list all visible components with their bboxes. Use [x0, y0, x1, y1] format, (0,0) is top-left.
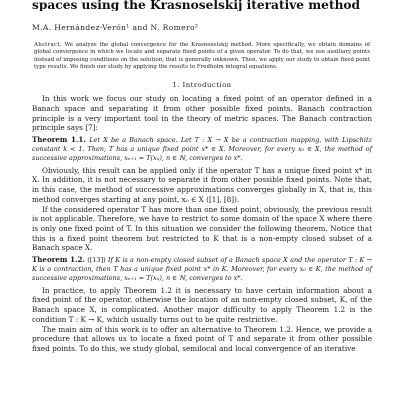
abstract-label: Abstract.: [34, 42, 62, 48]
theorem-1-1-text: Let X be a Banach space. Let T : X → X be a contraction mapping, with Lipschitz constant k < 1. Then, T has a unique fixed point x* ∈ X. Moreover, for every x₀ ∈ X, the method of successive approximations, xₙ₊₁ = T(xₙ), n ∈ ℕ, converges to x*.: [32, 136, 372, 162]
theorem-1-2-citation: ([13]): [87, 256, 108, 265]
paragraph-2: Obviously, this result can be applied only if the operator T has a unique fixed point x* in X. In addition, it is not necessary to separate it from other possible fixed points. Note that, in this case, the method of successive approximations converges globally in X, that is, this method converges starting at any point, x₀ ∈ X ([1], [8]).: [32, 165, 372, 204]
paper-authors: M.A. Hernández-Verón¹ and N. Romero²: [32, 23, 199, 32]
paragraph-5: The main aim of this work is to offer an alternative to Theorem 1.2. Hence, we provide a procedure that allows us to locate a fixed point of T and separate it from other possible fixed points. To do this, we study global, semilocal and local convergence of an iterative: [32, 324, 372, 353]
paragraph-1: In this work we focus our study on locating a fixed point of an operator defined in a Banach space and separating it from other possible fixed points. Banach contraction principle is a very important tool in the theory of metric spaces. The Banach contraction principle says [7]:: [32, 94, 372, 133]
theorem-1-2: [32, 256, 372, 283]
abstract: [32, 42, 372, 71]
theorem-1-2-text: If K is a non-empty closed subset of a Banach space X and the operator T : K → K is a contraction, then T has a unique fixed point x* in K. Moreover, for every x₀ ∈ K, the method of successive approximations, xₙ₊₁ = T(xₙ), n ∈ ℕ, converges to x*.: [32, 256, 373, 282]
paragraph-3: If the considered operator T has more than one fixed point, obviously, the previous result is not applicable. Therefore, we have to restrict to some domain of the space X where there is only one fixed point of T. In this situation we consider the following theorem. Notice that this is a fixed point theorem but restricted to K that is a non-empty closed subset of a Banach space X.: [32, 204, 372, 253]
theorem-1-1-label: Theorem 1.1.: [32, 135, 90, 144]
paragraph-4: In practice, to apply Theorem 1.2 it is necessary to have certain information about a fixed point of the operator, otherwise the location of an non-empty closed subset, K, of the Banach space X, is complicated. Another major difficulty to apply Theorem 1.2 is the condition T : K → K, which usually turns out to be quite restrictive.: [32, 285, 372, 324]
section-heading: 1. Introduction: [172, 81, 232, 90]
paper-title: spaces using the Krasnoselskij iterative method: [32, 0, 361, 11]
theorem-1-1: [32, 136, 372, 163]
theorem-1-2-label: Theorem 1.2.: [32, 255, 85, 265]
abstract-text: We analyze the global convergence for the Krasnoselskij method. More specifically, we obtain domains of global convergence in which we locate and separate fixed points of a given operator. To do that, we use auxiliary points instead of imposing conditions on the solution, that is generally unknown. Then, we apply our study to obtain fixed point type results. We finish our study by applying the results to Fredholm integral equations.: [34, 42, 370, 70]
